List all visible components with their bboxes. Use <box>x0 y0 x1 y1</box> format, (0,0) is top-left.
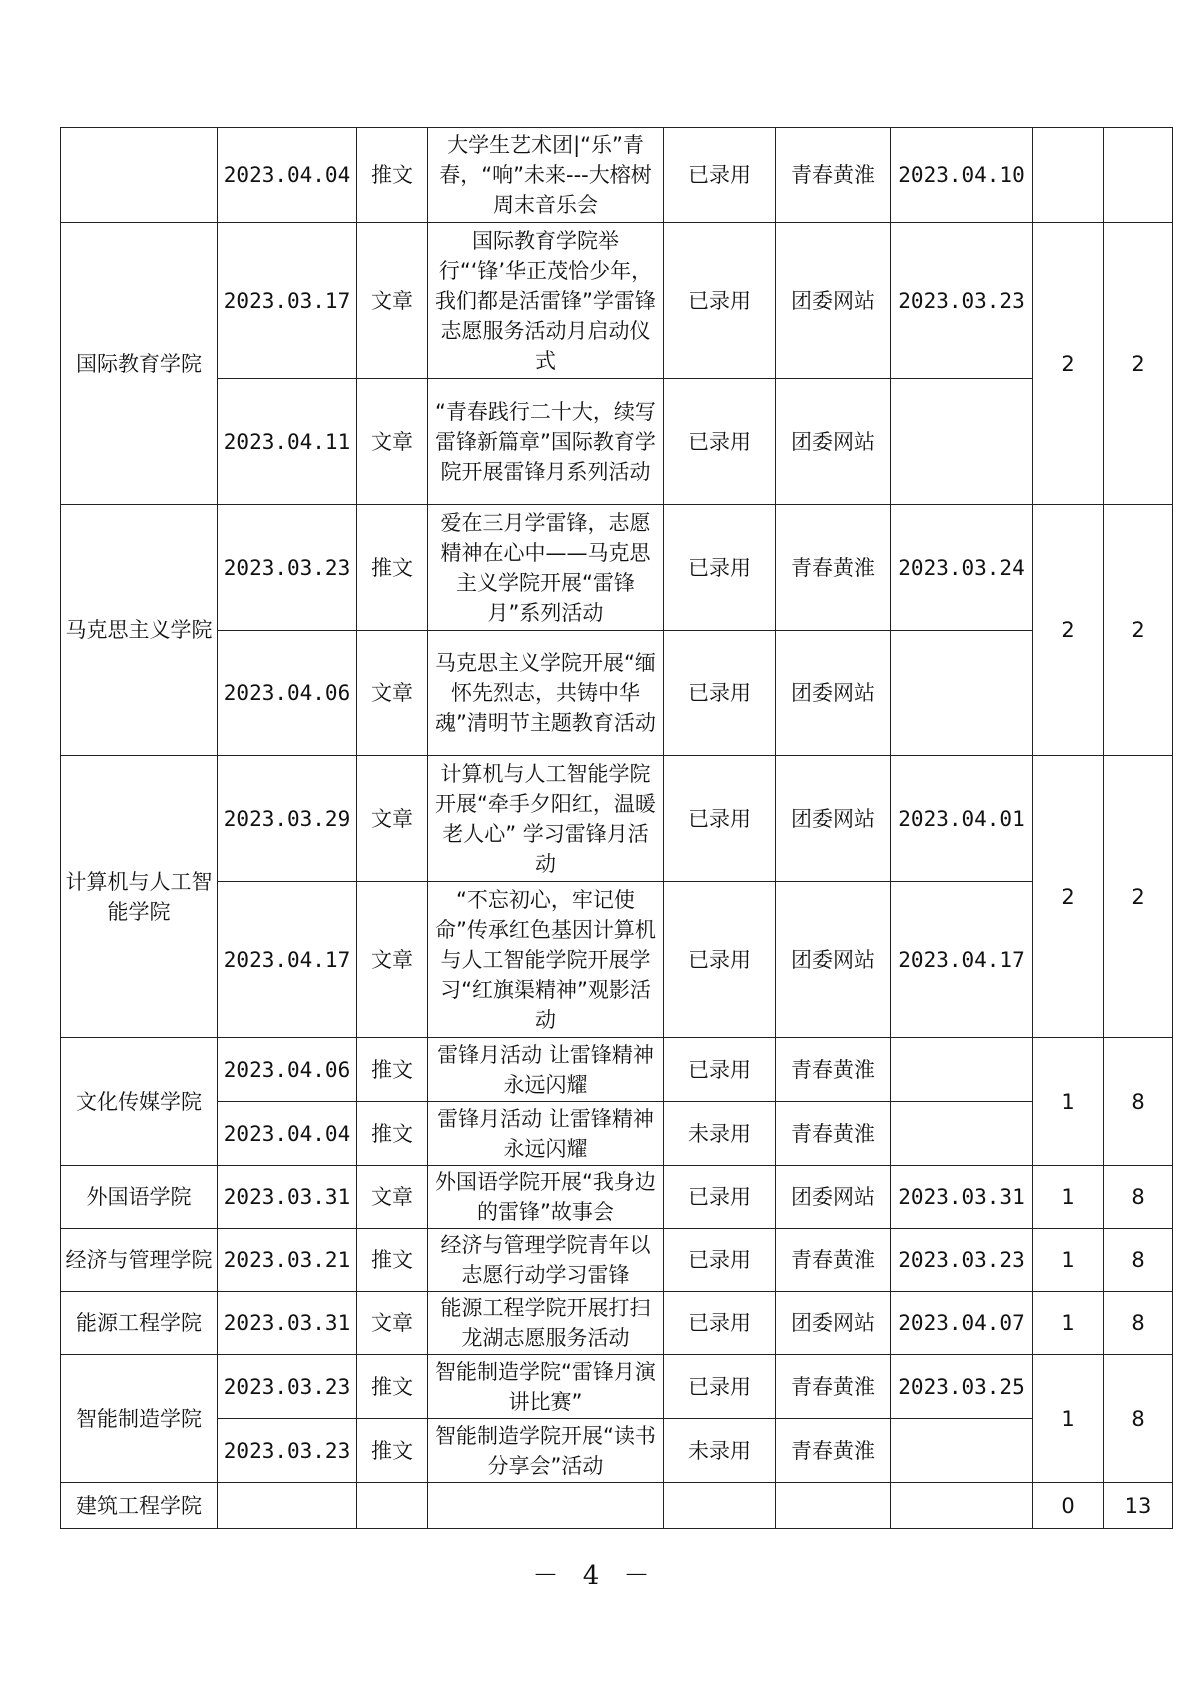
title-cell: “青春践行二十大，续写雷锋新篇章”国际教育学院开展雷锋月系列活动 <box>428 379 664 505</box>
title-cell: 马克思主义学院开展“缅怀先烈志，共铸中华魂”清明节主题教育活动 <box>428 631 664 756</box>
count-b-cell <box>1104 128 1173 223</box>
table-row <box>61 1483 1173 1529</box>
status-cell: 已录用 <box>664 882 776 1038</box>
count-a-cell: 2 <box>1033 223 1104 505</box>
platform-cell: 青春黄淮 <box>776 1229 891 1292</box>
submit-date-cell: 2023.04.04 <box>218 128 357 223</box>
platform-cell: 团委网站 <box>776 631 891 756</box>
platform-cell: 青春黄淮 <box>776 1355 891 1419</box>
submit-date-cell <box>218 1483 357 1529</box>
count-a-cell: 1 <box>1033 1229 1104 1292</box>
count-a-cell: 1 <box>1033 1038 1104 1166</box>
count-b-cell: 8 <box>1104 1038 1173 1166</box>
publish-date-cell <box>891 631 1033 756</box>
unit-cell: 文化传媒学院 <box>61 1038 218 1166</box>
publish-date-cell <box>891 1102 1033 1166</box>
count-b-cell: 8 <box>1104 1166 1173 1229</box>
platform-cell: 团委网站 <box>776 379 891 505</box>
count-b-cell: 8 <box>1104 1355 1173 1483</box>
unit-cell: 计算机与人工智能学院 <box>61 756 218 1038</box>
type-cell: 文章 <box>357 1292 428 1355</box>
publish-date-cell: 2023.03.25 <box>891 1355 1033 1419</box>
title-cell: 爱在三月学雷锋，志愿精神在心中——马克思主义学院开展“雷锋月”系列活动 <box>428 505 664 631</box>
publish-date-cell: 2023.04.07 <box>891 1292 1033 1355</box>
type-cell: 推文 <box>357 1102 428 1166</box>
platform-cell: 青春黄淮 <box>776 1102 891 1166</box>
title-cell: 智能制造学院“雷锋月演讲比赛” <box>428 1355 664 1419</box>
submit-date-cell: 2023.03.29 <box>218 756 357 882</box>
platform-cell: 团委网站 <box>776 223 891 379</box>
type-cell: 文章 <box>357 379 428 505</box>
platform-cell: 团委网站 <box>776 1166 891 1229</box>
submission-table <box>60 127 1173 1529</box>
table-row <box>61 756 1173 882</box>
table-row <box>61 505 1173 631</box>
count-a-cell: 1 <box>1033 1355 1104 1483</box>
count-a-cell: 1 <box>1033 1292 1104 1355</box>
submit-date-cell: 2023.03.17 <box>218 223 357 379</box>
status-cell: 未录用 <box>664 1419 776 1483</box>
type-cell: 文章 <box>357 223 428 379</box>
platform-cell: 团委网站 <box>776 882 891 1038</box>
status-cell: 已录用 <box>664 756 776 882</box>
count-a-cell: 2 <box>1033 756 1104 1038</box>
publish-date-cell <box>891 1038 1033 1102</box>
table-row <box>61 1355 1173 1419</box>
type-cell: 推文 <box>357 1038 428 1102</box>
platform-cell: 青春黄淮 <box>776 1419 891 1483</box>
unit-cell: 经济与管理学院 <box>61 1229 218 1292</box>
publish-date-cell: 2023.03.24 <box>891 505 1033 631</box>
table-row <box>61 1166 1173 1229</box>
table-row <box>61 223 1173 379</box>
submit-date-cell: 2023.03.23 <box>218 1355 357 1419</box>
status-cell: 已录用 <box>664 223 776 379</box>
submit-date-cell: 2023.03.23 <box>218 505 357 631</box>
type-cell: 推文 <box>357 1419 428 1483</box>
type-cell: 文章 <box>357 756 428 882</box>
unit-cell: 能源工程学院 <box>61 1292 218 1355</box>
status-cell: 已录用 <box>664 631 776 756</box>
table-row <box>61 631 1173 756</box>
type-cell <box>357 1483 428 1529</box>
publish-date-cell <box>891 1419 1033 1483</box>
title-cell: 智能制造学院开展“读书分享会”活动 <box>428 1419 664 1483</box>
title-cell: 大学生艺术团|“乐”青春，“响”未来---大榕树周末音乐会 <box>428 128 664 223</box>
submit-date-cell: 2023.04.17 <box>218 882 357 1038</box>
status-cell: 未录用 <box>664 1102 776 1166</box>
type-cell: 文章 <box>357 1166 428 1229</box>
count-b-cell: 2 <box>1104 756 1173 1038</box>
submit-date-cell: 2023.03.31 <box>218 1166 357 1229</box>
count-a-cell: 2 <box>1033 505 1104 756</box>
count-b-cell: 13 <box>1104 1483 1173 1529</box>
status-cell: 已录用 <box>664 1229 776 1292</box>
submit-date-cell: 2023.04.11 <box>218 379 357 505</box>
title-cell: 雷锋月活动 让雷锋精神永远闪耀 <box>428 1038 664 1102</box>
unit-cell: 建筑工程学院 <box>61 1483 218 1529</box>
status-cell: 已录用 <box>664 1292 776 1355</box>
unit-cell <box>61 128 218 223</box>
table-row <box>61 1419 1173 1483</box>
platform-cell: 团委网站 <box>776 756 891 882</box>
publish-date-cell <box>891 1483 1033 1529</box>
publish-date-cell: 2023.04.01 <box>891 756 1033 882</box>
unit-cell: 外国语学院 <box>61 1166 218 1229</box>
title-cell: 经济与管理学院青年以志愿行动学习雷锋 <box>428 1229 664 1292</box>
type-cell: 推文 <box>357 1355 428 1419</box>
count-b-cell: 2 <box>1104 505 1173 756</box>
count-b-cell: 8 <box>1104 1229 1173 1292</box>
platform-cell: 青春黄淮 <box>776 128 891 223</box>
status-cell: 已录用 <box>664 1038 776 1102</box>
submit-date-cell: 2023.04.06 <box>218 1038 357 1102</box>
status-cell: 已录用 <box>664 505 776 631</box>
type-cell: 文章 <box>357 882 428 1038</box>
table-row <box>61 1229 1173 1292</box>
status-cell: 已录用 <box>664 379 776 505</box>
table-body <box>61 128 1173 1529</box>
submit-date-cell: 2023.03.23 <box>218 1419 357 1483</box>
type-cell: 推文 <box>357 1229 428 1292</box>
title-cell: 国际教育学院举行“‘锋’华正茂恰少年，我们都是活雷锋”学雷锋志愿服务活动月启动仪式 <box>428 223 664 379</box>
unit-cell: 马克思主义学院 <box>61 505 218 756</box>
title-cell: 能源工程学院开展打扫龙湖志愿服务活动 <box>428 1292 664 1355</box>
table-row <box>61 1102 1173 1166</box>
submit-date-cell: 2023.03.31 <box>218 1292 357 1355</box>
table-row <box>61 379 1173 505</box>
unit-cell: 智能制造学院 <box>61 1355 218 1483</box>
publish-date-cell: 2023.04.10 <box>891 128 1033 223</box>
count-a-cell: 0 <box>1033 1483 1104 1529</box>
platform-cell <box>776 1483 891 1529</box>
type-cell: 推文 <box>357 128 428 223</box>
title-cell: 计算机与人工智能学院开展“牵手夕阳红，温暖老人心” 学习雷锋月活动 <box>428 756 664 882</box>
title-cell: “不忘初心，牢记使命”传承红色基因计算机与人工智能学院开展学习“红旗渠精神”观影活动 <box>428 882 664 1038</box>
unit-cell: 国际教育学院 <box>61 223 218 505</box>
submit-date-cell: 2023.03.21 <box>218 1229 357 1292</box>
platform-cell: 团委网站 <box>776 1292 891 1355</box>
count-b-cell: 8 <box>1104 1292 1173 1355</box>
table-row <box>61 128 1173 223</box>
status-cell <box>664 1483 776 1529</box>
status-cell: 已录用 <box>664 1166 776 1229</box>
status-cell: 已录用 <box>664 128 776 223</box>
page-number: － 4 － <box>532 1561 658 1591</box>
publish-date-cell: 2023.04.17 <box>891 882 1033 1038</box>
title-cell: 雷锋月活动 让雷锋精神永远闪耀 <box>428 1102 664 1166</box>
count-a-cell: 1 <box>1033 1166 1104 1229</box>
count-a-cell <box>1033 128 1104 223</box>
title-cell: 外国语学院开展“我身边的雷锋”故事会 <box>428 1166 664 1229</box>
status-cell: 已录用 <box>664 1355 776 1419</box>
table-row <box>61 1292 1173 1355</box>
publish-date-cell: 2023.03.23 <box>891 1229 1033 1292</box>
platform-cell: 青春黄淮 <box>776 1038 891 1102</box>
count-b-cell: 2 <box>1104 223 1173 505</box>
publish-date-cell: 2023.03.31 <box>891 1166 1033 1229</box>
type-cell: 文章 <box>357 631 428 756</box>
title-cell <box>428 1483 664 1529</box>
publish-date-cell: 2023.03.23 <box>891 223 1033 379</box>
submit-date-cell: 2023.04.06 <box>218 631 357 756</box>
publish-date-cell <box>891 379 1033 505</box>
table-row <box>61 1038 1173 1102</box>
submit-date-cell: 2023.04.04 <box>218 1102 357 1166</box>
table-row <box>61 882 1173 1038</box>
platform-cell: 青春黄淮 <box>776 505 891 631</box>
type-cell: 推文 <box>357 505 428 631</box>
